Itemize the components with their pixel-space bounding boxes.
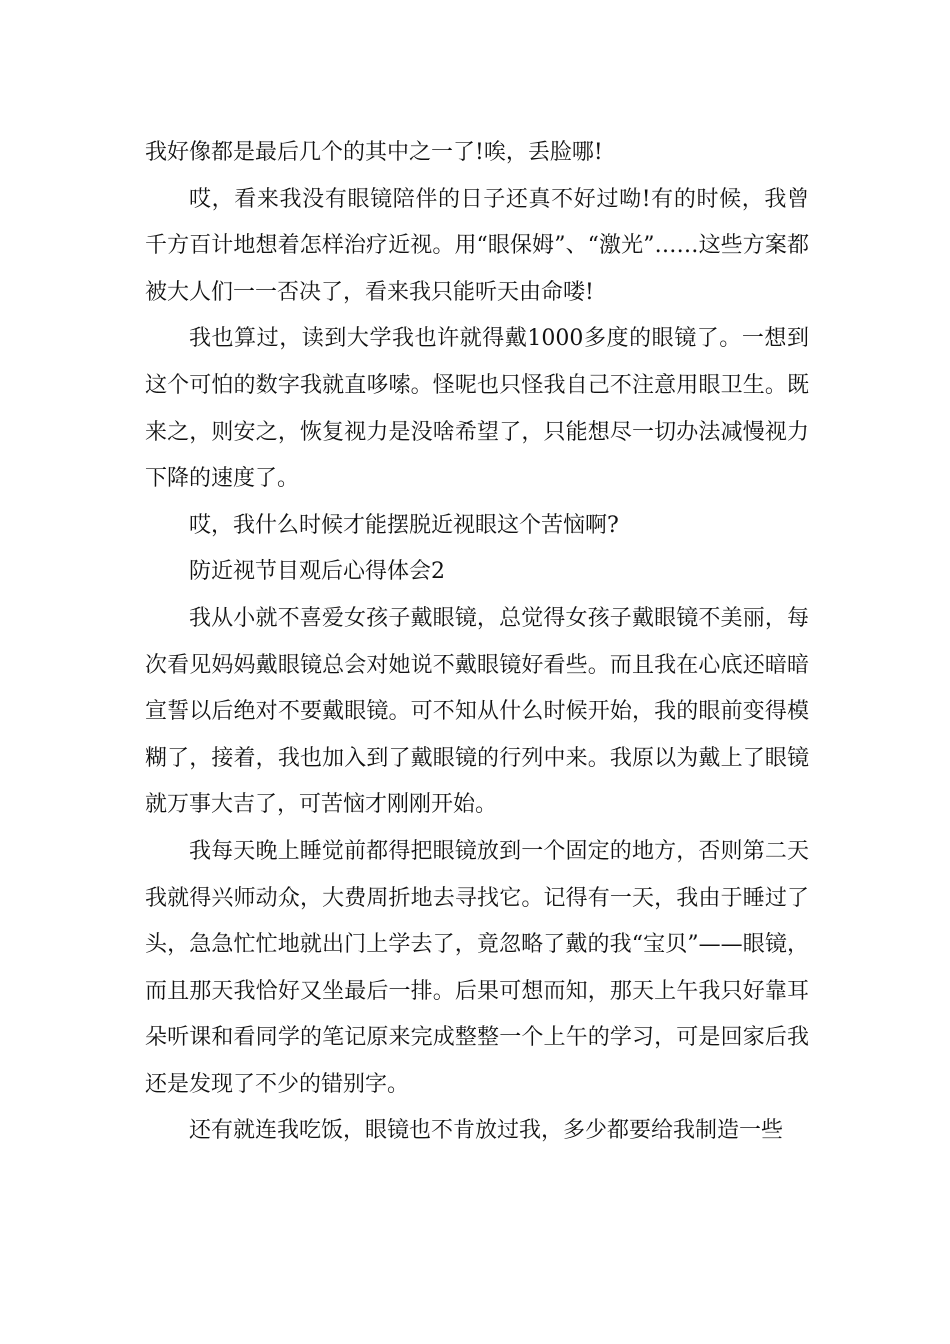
paragraph-2: 哎，看来我没有眼镜陪伴的日子还真不好过呦!有的时候，我曾千方百计地想着怎样治疗近视。用“眼保姆”、“激光”……这些方案都被大人们一一否决了，看来我只能听天由命喽! [145,186,809,305]
paragraph-1: 我好像都是最后几个的其中之一了!唉，丢脸哪! [145,140,603,165]
document-body [145,130,809,1155]
paragraph-4: 哎，我什么时候才能摆脱近视眼这个苦恼啊? [189,512,619,538]
paragraph-3: 我也算过，读到大学我也许就得戴1000多度的眼镜了。一想到这个可怕的数字我就直哆嗦。怪呢也只怪我自己不注意用眼卫生。既来之，则安之，恢复视力是没啥希望了，只能想尽一切办法减慢视力下降的速度了。 [145,326,809,492]
paragraph-6: 我每天晚上睡觉前都得把眼镜放到一个固定的地方，否则第二天我就得兴师动众，大费周折地去寻找它。记得有一天，我由于睡过了头，急急忙忙地就出门上学去了，竟忽略了戴的我“宝贝”——眼镜，而且那天我恰好又坐最后一排。后果可想而知，那天上午我只好靠耳朵听课和看同学的笔记原来完成整整一个上午的学习，可是回家后我还是发现了不少的错别字。 [145,838,809,1097]
paragraph-5: 我从小就不喜爱女孩子戴眼镜，总觉得女孩子戴眼镜不美丽，每次看见妈妈戴眼镜总会对她说不戴眼镜好看些。而且我在心底还暗暗宣誓以后绝对不要戴眼镜。可不知从什么时候开始，我的眼前变得模糊了，接着，我也加入到了戴眼镜的行列中来。我原以为戴上了眼镜就万事大吉了，可苦恼才刚刚开始。 [145,605,809,818]
paragraph-7: 还有就连我吃饭，眼镜也不肯放过我，多少都要给我制造一些 [189,1118,784,1144]
section-heading: 防近视节目观后心得体会2 [189,559,445,585]
